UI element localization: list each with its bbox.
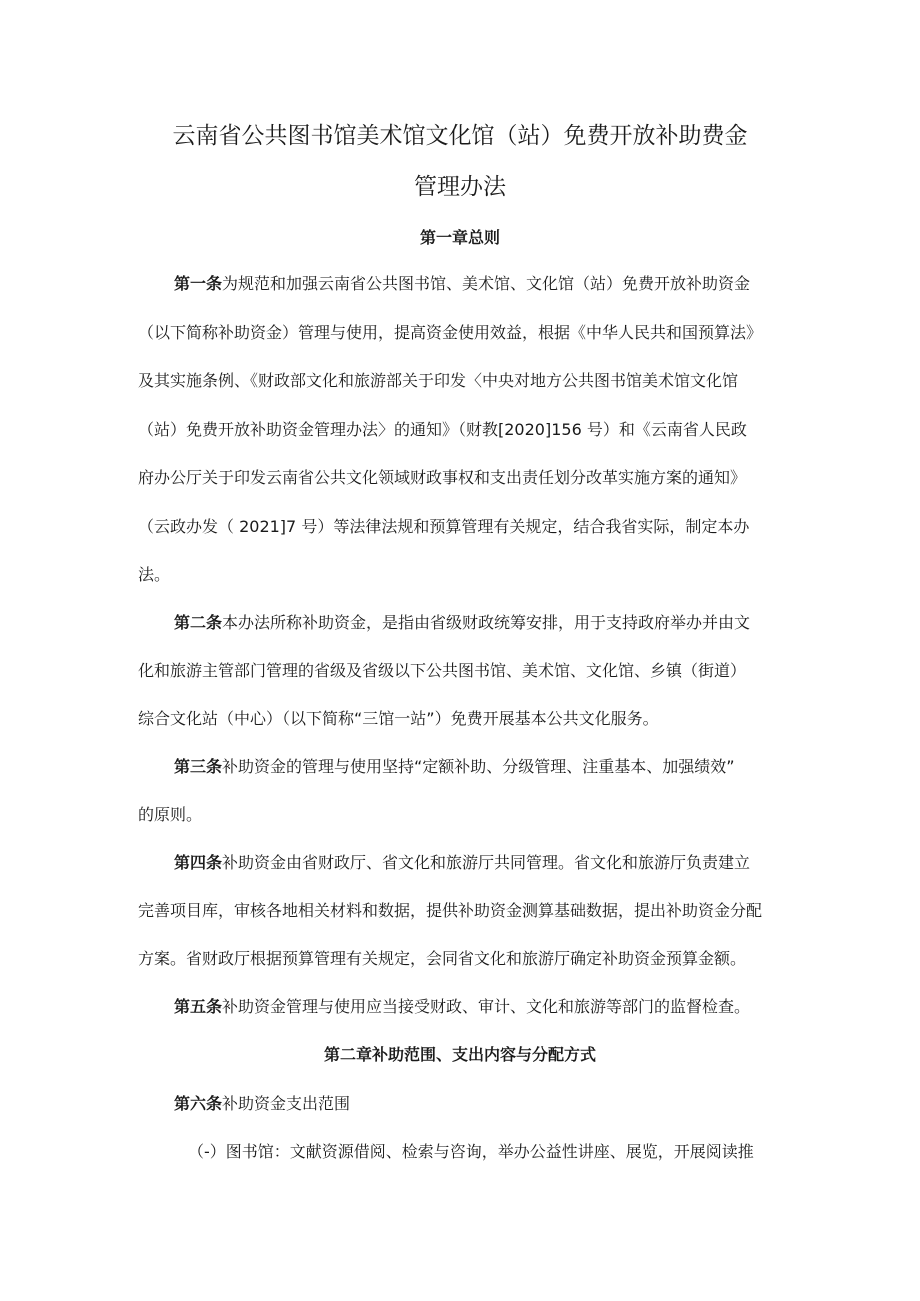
- article-3-line: 的原则。: [138, 805, 203, 824]
- article-3-label: 第三条: [174, 757, 223, 776]
- article-1-line: （站）免费开放补助资金管理办法〉的通知》（财教[2020]156 号）和《云南省人民政: [138, 420, 747, 439]
- article-3-first-line: [174, 755, 735, 779]
- article-1-line: 及其实施条例、《财政部文化和旅游部关于印发〈中央对地方公共图书馆美术馆文化馆: [138, 371, 739, 390]
- article-2-line: 化和旅游主管部门管理的省级及省级以下公共图书馆、美术馆、文化馆、乡镇（街道）: [138, 661, 747, 680]
- article-3-text: 补助资金的管理与使用坚持“定额补助、分级管理、注重基本、加强绩效”: [222, 757, 735, 776]
- article-2-line: 综合文化站（中心）（以下简称“三馆一站”）免费开展基本公共文化服务。: [138, 709, 659, 728]
- article-1-text: 为规范和加强云南省公共图书馆、美术馆、文化馆（站）免费开放补助资金: [222, 274, 751, 293]
- article-1-line: 府办公厅关于印发云南省公共文化领域财政事权和支出责任划分改革实施方案的通知》: [138, 468, 747, 487]
- article-4-text: 补助资金由省财政厅、省文化和旅游厅共同管理。省文化和旅游厅负责建立: [222, 853, 751, 872]
- article-4-line: 完善项目库，审核各地相关材料和数据，提供补助资金测算基础数据，提出补助资金分配: [138, 901, 763, 920]
- article-2-text: 本办法所称补助资金，是指由省级财政统筹安排，用于支持政府举办并由文: [222, 613, 751, 632]
- article-2-first-line: [174, 611, 750, 635]
- chapter-1-heading: 第一章总则: [419, 228, 500, 247]
- article-1-line: （云政办发（ 2021]7 号）等法律法规和预算管理有关规定，结合我省实际，制定本办: [138, 517, 750, 536]
- article-2-label: 第二条: [174, 613, 223, 632]
- article-6-label: 第六条: [174, 1094, 223, 1113]
- article-4-line: 方案。省财政厅根据预算管理有关规定，会同省文化和旅游厅确定补助资金预算金额。: [138, 949, 747, 968]
- chapter-2-heading: 第二章补助范围、支出内容与分配方式: [323, 1045, 596, 1064]
- article-1-line: （以下简称补助资金）管理与使用，提高资金使用效益，根据《中华人民共和国预算法》: [138, 323, 763, 342]
- article-5-line: [174, 995, 750, 1019]
- article-4-first-line: [174, 851, 750, 875]
- article-6-line: [174, 1092, 350, 1116]
- article-1-first-line: [174, 272, 750, 296]
- item-1-library: （-）图书馆：文献资源借阅、检索与咨询，举办公益性讲座、展览，开展阅读推: [188, 1142, 754, 1161]
- article-1-line: 法。: [138, 565, 171, 584]
- article-1-label: 第一条: [174, 274, 223, 293]
- article-4-label: 第四条: [174, 853, 223, 872]
- article-5-text: 补助资金管理与使用应当接受财政、审计、文化和旅游等部门的监督检查。: [222, 997, 751, 1016]
- document-title-line-1: 云南省公共图书馆美术馆文化馆（站）免费开放补助费金: [172, 123, 748, 149]
- document-title-line-2: 管理办法: [414, 174, 506, 200]
- article-6-text: 补助资金支出范围: [222, 1094, 351, 1113]
- article-5-label: 第五条: [174, 997, 223, 1016]
